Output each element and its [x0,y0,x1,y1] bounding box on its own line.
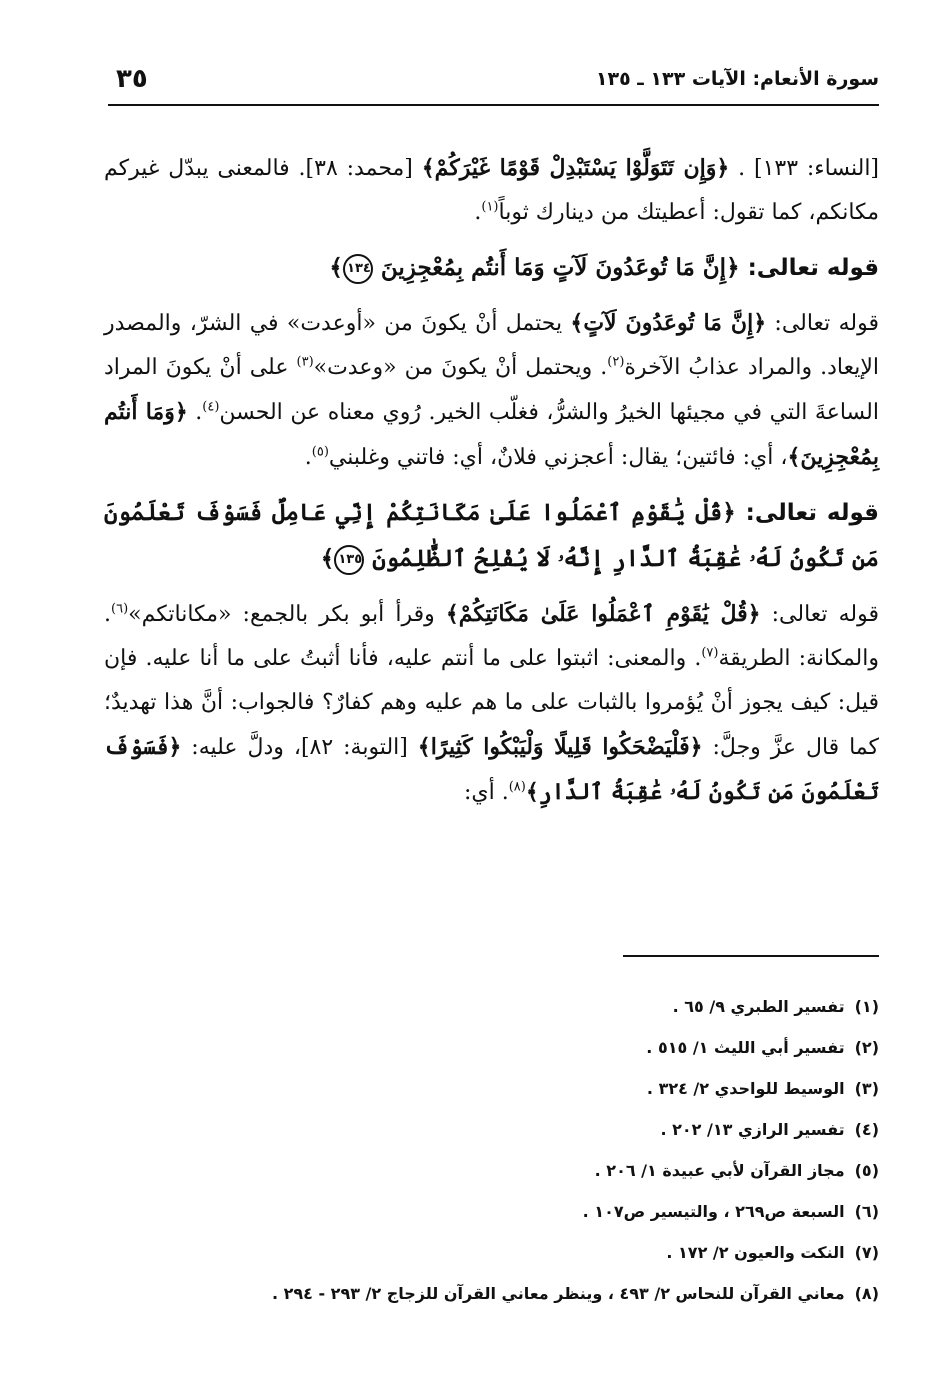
footnote-5 [120,1150,879,1191]
quran-close-bracket: ﴾ [320,545,335,572]
ayah-number-badge: ١٣٥ [334,545,364,575]
footnote-number: (٨) [854,1284,879,1303]
footnote-3 [120,1068,879,1109]
quran-quote: ﴿وَإِن تَتَوَلَّوْا يَسْتَبْدِلْ قَوْمًا غَيْرَكُمْ﴾ [421,155,730,181]
footnote-ref: (٢) [607,354,625,370]
quran-close-bracket: ﴾ [329,254,343,281]
quran-quote: ﴿إِنَّ مَا تُوعَدُونَ لَآتٍ﴾ [570,310,767,336]
footnote-divider [623,955,879,957]
footnote-number: (٤) [854,1120,879,1139]
footnote-text: معاني القرآن للنحاس ٢/ ٤٩٣ ، وينظر معاني القرآن للزجاج ٢/ ٢٩٣ - ٢٩٤ . [271,1284,845,1303]
footnote-text: تفسير الرازي ١٣/ ٢٠٢ . [660,1120,845,1139]
paragraph-1 [104,146,879,235]
quran-quote: ﴿فَسَوْفَ تَعْلَمُونَ مَن تَكُونُ لَهُۥ عَٰقِبَةُ ٱلدَّارِ﴾ [104,734,879,805]
main-text [104,146,879,817]
footnote-ref: (٦) [111,601,129,617]
text-span: . والمكانة: الطريقة [104,602,879,671]
text-span: . [304,445,312,470]
footnote-2 [120,1027,879,1068]
footnote-text: السبعة ص٢٦٩ ، والتيسير ص١٠٧ . [582,1202,845,1221]
footnote-text: تفسير أبي الليث ١/ ٥١٥ . [646,1038,845,1057]
quran-verse: ﴿قُلْ يَٰقَوْمِ ٱعْمَلُوا عَلَىٰ مَكَانَتِكُمْ إِنِّي عَامِلٌ فَسَوْفَ تَعْلَمُونَ مَن تَكُونُ لَهُۥ عَٰقِبَةُ ٱلدَّارِ إِنَّهُۥ لَا يُفْلِحُ ٱلظَّٰلِمُونَ [104,499,879,572]
paragraph-2 [104,301,879,480]
page-number: ٣٥ [116,64,148,94]
footnote-text: تفسير الطبري ٩/ ٦٥ . [672,997,845,1016]
text-span: . [474,200,482,225]
running-title: سورة الأنعام: الآيات ١٣٣ ـ ١٣٥ [595,68,879,90]
text-span: . [187,400,203,425]
footnote-7 [120,1232,879,1273]
text-span: . والمعنى: اثبتوا على ما أنتم عليه، فأنا أثبتُ على ما أنا عليه. فإن قيل: كيف يجوز أنْ يُؤمروا بالثبات على ما هم عليه وهم كفارٌ؟ فالجواب: أنَّ هذا تهديدٌ؛ كما قال عزَّ وجلَّ: [104,646,880,760]
footnotes-section [120,986,879,1314]
footnote-text: مجاز القرآن لأبي عبيدة ١/ ٢٠٦ . [594,1161,845,1180]
footnote-ref: (٥) [311,444,329,460]
text-span: يحتمل أنْ يكونَ من «أوعدت» في الشرّ، والمصدر الإيعاد. والمراد عذابُ الآخرة [104,311,879,380]
text-span: [محمد: ٣٨]. فالمعنى يبدّل غيركم مكانكم، كما تقول: أعطيتك من دينارك ثوباً [104,156,879,225]
footnote-number: (١) [854,997,879,1016]
ayah-number-badge: ١٣٤ [343,254,373,284]
quran-quote: ﴿فَلْيَضْحَكُوا قَلِيلًا وَلْيَبْكُوا كَثِيرًا﴾ [417,734,703,760]
verse-intro: قوله تعالى: [739,255,879,281]
footnote-4 [120,1109,879,1150]
verse-heading-135 [104,490,879,582]
text-span: وقرأ أبو بكر بالجمع: «مكاناتكم» [128,602,446,627]
footnote-number: (٦) [854,1202,879,1221]
text-span: . أي: [463,780,509,805]
text-span: [التوبة: ٨٢]، ودلَّ عليه: [181,735,418,760]
text-span: . ويحتمل أنْ يكونَ من «وعدت» [313,355,608,380]
footnote-text: الوسيط للواحدي ٢/ ٣٢٤ . [646,1079,845,1098]
verse-intro: قوله تعالى: [735,500,879,526]
text-span: قوله تعالى: [760,602,879,627]
text-span: على أنْ يكونَ المراد الساعةَ التي في مجيئها الخيرُ والشرُّ، فغلّب الخير. رُوي معناه عن الحسن [104,355,879,425]
text-span: [النساء: ١٣٣] . [729,156,880,181]
footnote-ref: (٧) [701,645,719,661]
footnote-number: (٣) [854,1079,879,1098]
footnote-number: (٢) [854,1038,879,1057]
footnote-6 [120,1191,879,1232]
footnote-8 [120,1273,879,1314]
footnote-1 [120,986,879,1027]
footnote-ref: (٨) [508,779,526,795]
footnote-ref: (٣) [296,354,314,370]
quran-quote: ﴿وَمَا أَنتُم بِمُعْجِزِينَ﴾ [104,399,879,470]
text-span: قوله تعالى: [766,311,879,336]
quran-quote: ﴿قُلْ يَٰقَوْمِ ٱعْمَلُوا عَلَىٰ مَكَانَتِكُمْ﴾ [445,601,761,627]
footnote-number: (٧) [854,1243,879,1262]
text-span: ، أي: فائتين؛ يقال: أعجزني فلانٌ، أي: فاتني وغلبني [328,445,788,470]
paragraph-3 [104,592,879,815]
footnote-ref: (٤) [202,399,220,415]
footnote-number: (٥) [854,1161,879,1180]
footnote-text: النكت والعيون ٢/ ١٧٢ . [666,1243,845,1262]
quran-verse: ﴿إِنَّ مَا تُوعَدُونَ لَآتٍ وَمَا أَنتُم بِمُعْجِزِينَ [380,254,740,281]
verse-heading-134 [104,245,879,291]
footnote-ref: (١) [481,199,499,215]
page-header [108,62,879,106]
